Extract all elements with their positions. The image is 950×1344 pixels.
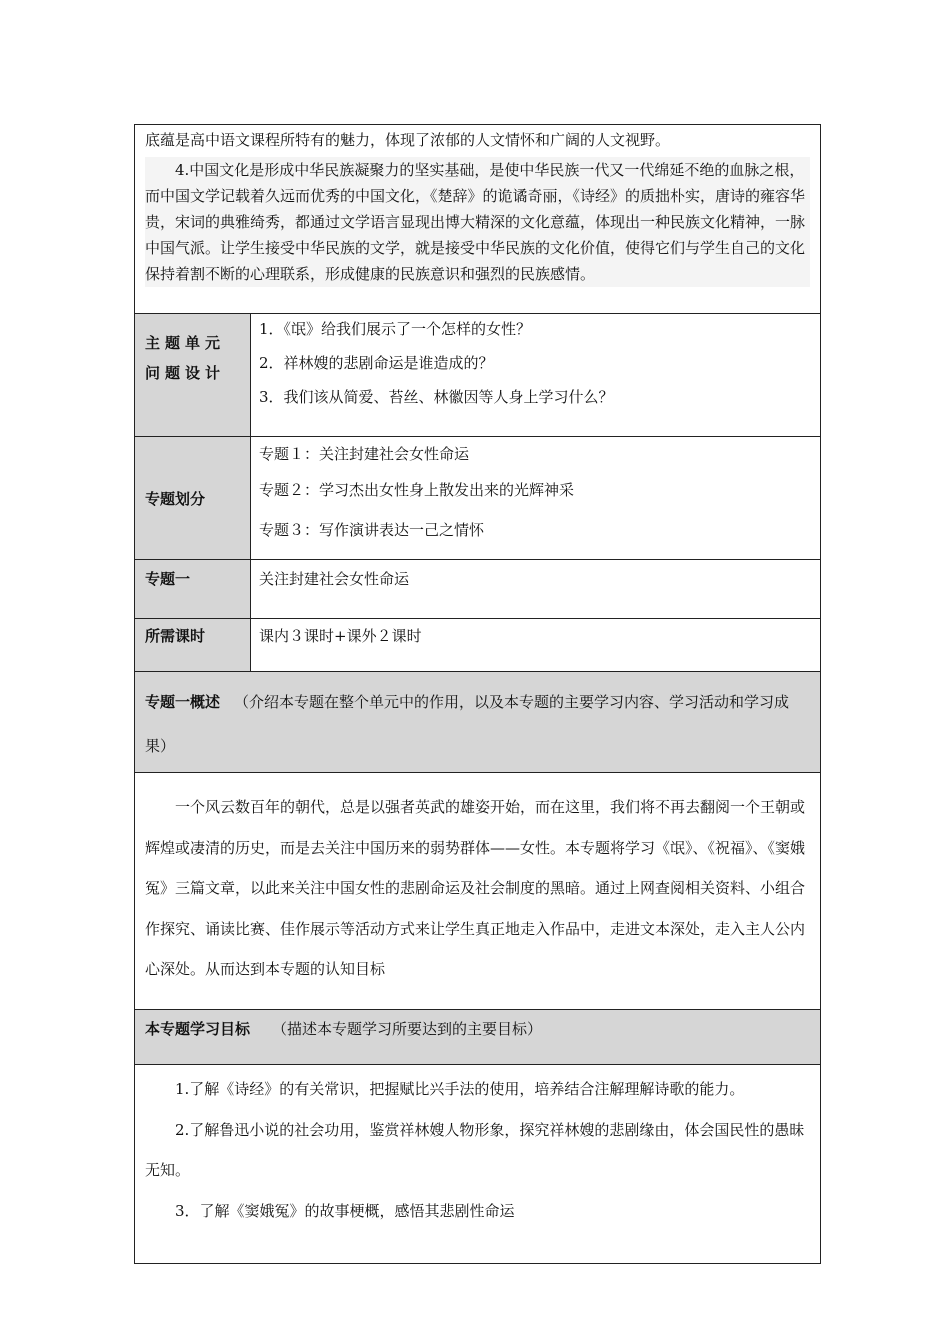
topic1-value: 关注封建社会女性命运 [259,570,410,588]
goals-label: 本专题学习目标 [145,1020,251,1038]
overview-header-row [135,672,821,773]
hours-value: 课内３课时+课外２课时 [259,627,422,645]
question-1: 1．《氓》给我们展示了一个怎样的女性？ [259,320,532,338]
intro-row [135,125,821,314]
unit-design-table [134,124,821,1264]
overview-body-row [135,773,821,1010]
intro-point-4: 4.中国文化是形成中华民族凝聚力的坚实基础，是使中华民族一代又一代绵延不绝的血脉之根，而中国文学记载着久远而优秀的中国文化，《楚辞》的诡谲奇丽，《诗经》的质拙朴实，唐诗的雍容华贵，宋词的典雅绮秀，都通过文学语言显现出博大精深的文化意蕴，体现出一种民族文化精神，一脉中国气派。让学生接受中华民族的文学，就是接受中华民族的文化价值，使得它们与学生自己的文化保持着割不断的心理联系，形成健康的民族意识和强烈的民族感情。 [145,157,810,287]
overview-body: 一个风云数百年的朝代，总是以强者英武的雄姿开始，而在这里，我们将不再去翻阅一个王朝或辉煌或凄清的历史，而是去关注中国历来的弱势群体——女性。本专题将学习《氓》、《祝福》、《窦娥冤》三篇文章，以此来关注中国女性的悲剧命运及社会制度的黑暗。通过上网查阅相关资料、小组合作探究、诵读比赛、佳作展示等活动方式来让学生真正地走入作品中，走进文本深处，走入主人公内心深处。从而达到本专题的认知目标 [145,798,806,978]
topics-label: 专题划分 [145,489,206,508]
goals-body-row [135,1065,821,1264]
topic1-label: 专题一 [145,570,191,588]
topic1-row [135,560,821,619]
document-page [134,124,820,1264]
overview-label: 专题一概述 [145,693,221,711]
topic-item-2: 专题２：学习杰出女性身上散发出来的光辉神采 [259,481,575,499]
question-2: 2．祥林嫂的悲剧命运是谁造成的？ [259,354,494,372]
hours-label: 所需课时 [145,627,206,645]
questions-row [135,314,821,437]
goal-2: 2.了解鲁迅小说的社会功用，鉴赏祥林嫂人物形象，探究祥林嫂的悲剧缘由，体会国民性的愚昧无知。 [145,1120,805,1179]
topic-item-3: 专题３：写作演讲表达一己之情怀 [259,521,485,539]
intro-line: 底蕴是高中语文课程所特有的魅力，体现了浓郁的人文情怀和广阔的人文视野。 [145,131,671,149]
topic-item-1: 专题１：关注封建社会女性命运 [259,445,470,463]
questions-label: 主题单元问题设计 [145,334,226,382]
hours-row [135,619,821,672]
goals-header-row [135,1010,821,1065]
overview-hint: （介绍本专题在整个单元中的作用，以及本专题的主要学习内容、学习活动和学习成果） [145,693,790,755]
question-3: 3．我们该从简爱、苔丝、林徽因等人身上学习什么？ [259,388,614,406]
topics-row [135,437,821,560]
goals-hint: （描述本专题学习所要达到的主要目标） [272,1020,543,1038]
goal-3: 3．了解《窦娥冤》的故事梗概，感悟其悲剧性命运 [175,1201,515,1220]
goal-1: 1.了解《诗经》的有关常识，把握赋比兴手法的使用，培养结合注解理解诗歌的能力。 [175,1080,745,1098]
